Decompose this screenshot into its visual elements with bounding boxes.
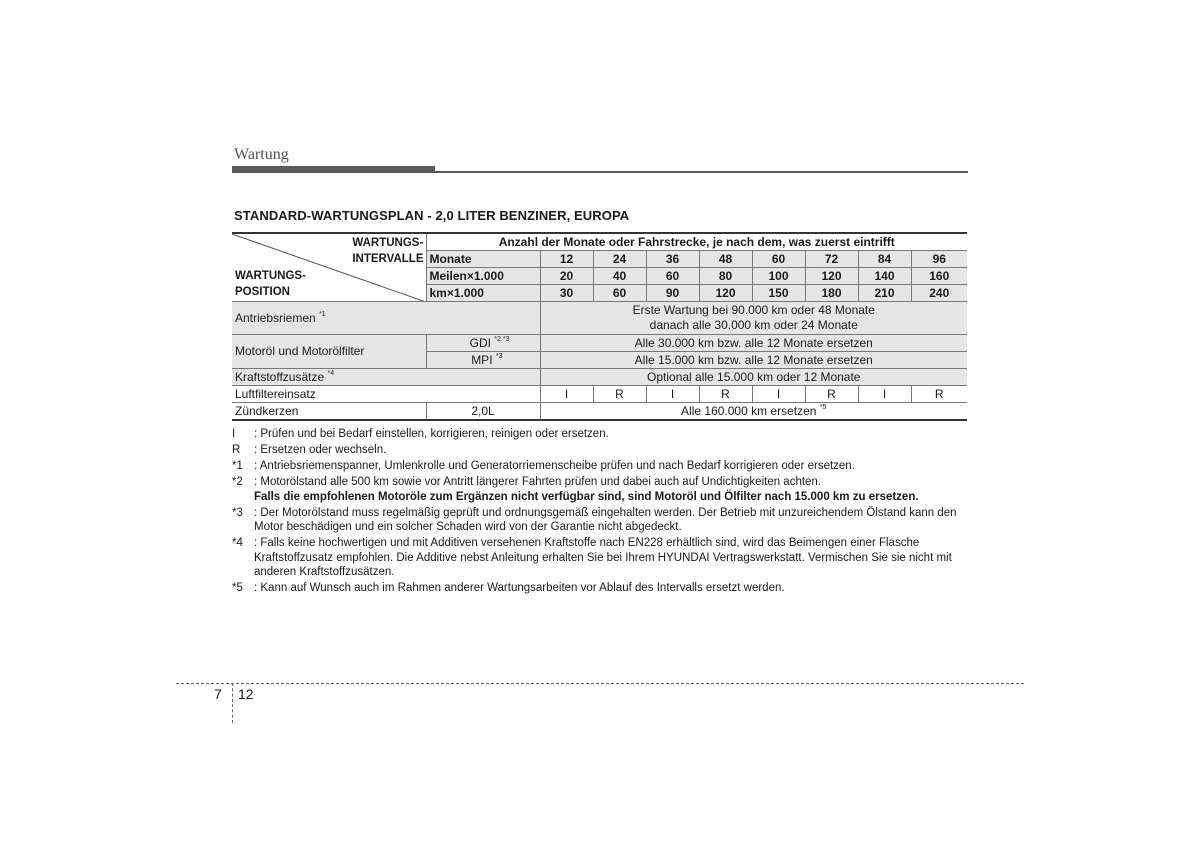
interval-value: 100 xyxy=(752,268,805,285)
unit-label: Meilen×1.000 xyxy=(426,268,540,285)
footnote-text: : Ersetzen oder wechseln. xyxy=(254,444,387,456)
item-label-air-filter: Luftfiltereinsatz xyxy=(232,386,540,403)
footnote-text: : Falls keine hochwertigen und mit Additiven versehenen Kraftstoffe nach EN228 erhältlich sind, wird das Beimengen einer Flasche Kraftstoffzusatz empfohlen. Die Additive nebst Anleitung erhalten Sie bei Ihrem HYUNDAI Vertragswerkstatt. Vermischen Sie sie nicht mit anderen Kraftstoffzusätzen. xyxy=(254,537,952,578)
section-title: STANDARD-WARTUNGSPLAN - 2,0 LITER BENZINER, EUROPA xyxy=(234,208,630,223)
footnote-key: I xyxy=(232,428,236,440)
air-filter-value: I xyxy=(540,386,593,403)
interval-header: Anzahl der Monate oder Fahrstrecke, je nach dem, was zuerst eintrifft xyxy=(426,233,967,251)
interval-value: 60 xyxy=(752,251,805,268)
footnote-bold-warning: Falls die empfohlenen Motoröle zum Ergänzen nicht verfügbar sind, sind Motoröl und Ölfilter nach 15.000 km zu ersetzen. xyxy=(254,490,919,503)
item-interval-fuel-additive: Optional alle 15.000 km oder 12 Monate xyxy=(540,369,967,386)
maintenance-schedule-table xyxy=(232,232,967,421)
corner-top-label: WARTUNGS- INTERVALLE xyxy=(352,237,424,265)
interval-value: 60 xyxy=(593,285,646,302)
footnotes xyxy=(232,427,972,597)
corner-bottom-label: WARTUNGS- POSITION xyxy=(235,270,306,298)
item-label-spark-plugs: Zündkerzen xyxy=(232,403,426,421)
footnote-text: : Motorölstand alle 500 km sowie vor Antritt längerer Fahrten prüfen und dabei auch auf Undichtigkeiten achten. xyxy=(254,476,822,488)
item-interval-mpi: Alle 15.000 km bzw. alle 12 Monate ersetzen xyxy=(540,352,967,369)
interval-value: 80 xyxy=(699,268,752,285)
item-label-drive-belt: Antriebsriemen $^{*1}$ xyxy=(232,302,540,335)
table-row xyxy=(232,369,967,386)
interval-value: 240 xyxy=(911,285,967,302)
interval-value: 84 xyxy=(858,251,911,268)
page-number: 12 xyxy=(238,686,254,702)
air-filter-value: R xyxy=(911,386,967,403)
air-filter-value: I xyxy=(752,386,805,403)
interval-value: 36 xyxy=(646,251,699,268)
footnote xyxy=(232,506,972,535)
corner-header-cell xyxy=(232,233,426,302)
footnote xyxy=(232,581,972,596)
interval-value: 150 xyxy=(752,285,805,302)
footnote-text: : Prüfen und bei Bedarf einstellen, korrigieren, reinigen oder ersetzen. xyxy=(254,428,609,440)
footnote xyxy=(232,536,972,580)
interval-value: 30 xyxy=(540,285,593,302)
air-filter-value: I xyxy=(646,386,699,403)
interval-value: 72 xyxy=(805,251,858,268)
footer-dashed-rule xyxy=(176,683,1024,684)
interval-value: 40 xyxy=(593,268,646,285)
table-row xyxy=(232,403,967,421)
chapter-title: Wartung xyxy=(234,146,289,163)
unit-label: Monate xyxy=(426,251,540,268)
item-interval-spark-plugs: Alle 160.000 km ersetzen $^{*5}$ xyxy=(540,403,967,421)
footnote-key: *5 xyxy=(232,582,243,594)
footnote-key: *2 xyxy=(232,476,243,488)
footnote xyxy=(232,475,972,504)
footnote xyxy=(232,443,972,458)
item-variant-gdi: GDI $^{*2 *3}$ xyxy=(426,335,540,352)
item-label-fuel-additive: Kraftstoffzusätze $^{*4}$ xyxy=(232,369,540,386)
interval-header-row xyxy=(232,233,967,251)
footer-dashed-divider xyxy=(232,683,233,723)
footnote-key: R xyxy=(232,444,241,456)
table-row xyxy=(232,335,967,352)
table-row xyxy=(232,302,967,335)
unit-label: km×1.000 xyxy=(426,285,540,302)
item-variant-mpi: MPI $^{*3}$ xyxy=(426,352,540,369)
air-filter-value: R xyxy=(593,386,646,403)
footnote-text: : Antriebsriemenspanner, Umlenkrolle und Generatorriemenscheibe prüfen und nach Bedarf korrigieren oder ersetzen. xyxy=(254,460,855,472)
interval-value: 60 xyxy=(646,268,699,285)
air-filter-value: R xyxy=(805,386,858,403)
interval-value: 210 xyxy=(858,285,911,302)
item-interval-drive-belt: Erste Wartung bei 90.000 km oder 48 Monate danach alle 30.000 km oder 24 Monate xyxy=(540,302,967,335)
interval-value: 90 xyxy=(646,285,699,302)
page-chapter-number: 7 xyxy=(214,686,222,702)
item-interval-gdi: Alle 30.000 km bzw. alle 12 Monate ersetzen xyxy=(540,335,967,352)
footnote-key: *1 xyxy=(232,460,243,472)
air-filter-value: R xyxy=(699,386,752,403)
header-rule-thick xyxy=(232,166,435,173)
interval-value: 180 xyxy=(805,285,858,302)
header-rule-thin xyxy=(435,171,968,173)
interval-value: 140 xyxy=(858,268,911,285)
footnote-key: *3 xyxy=(232,506,243,519)
footnote xyxy=(232,427,972,442)
interval-value: 24 xyxy=(593,251,646,268)
interval-value: 48 xyxy=(699,251,752,268)
footnote-text: : Der Motorölstand muss regelmäßig geprüft und ordnungsgemäß eingehalten werden. Der Betrieb mit unzureichendem Ölstand kann den Motor beschädigen und ein solcher Schaden wird von der Garantie nicht abgedeckt. xyxy=(254,506,957,533)
footnote-key: *4 xyxy=(232,537,243,549)
interval-value: 20 xyxy=(540,268,593,285)
interval-value: 120 xyxy=(805,268,858,285)
interval-value: 12 xyxy=(540,251,593,268)
item-spec-spark-plugs: 2,0L xyxy=(426,403,540,421)
interval-value: 160 xyxy=(911,268,967,285)
interval-value: 96 xyxy=(911,251,967,268)
air-filter-value: I xyxy=(858,386,911,403)
item-label-engine-oil: Motoröl und Motorölfilter xyxy=(232,335,426,369)
table-row xyxy=(232,386,967,403)
interval-value: 120 xyxy=(699,285,752,302)
footnote-text: : Kann auf Wunsch auch im Rahmen anderer Wartungsarbeiten vor Ablauf des Intervalls ersetzt werden. xyxy=(254,582,785,594)
footnote xyxy=(232,459,972,474)
